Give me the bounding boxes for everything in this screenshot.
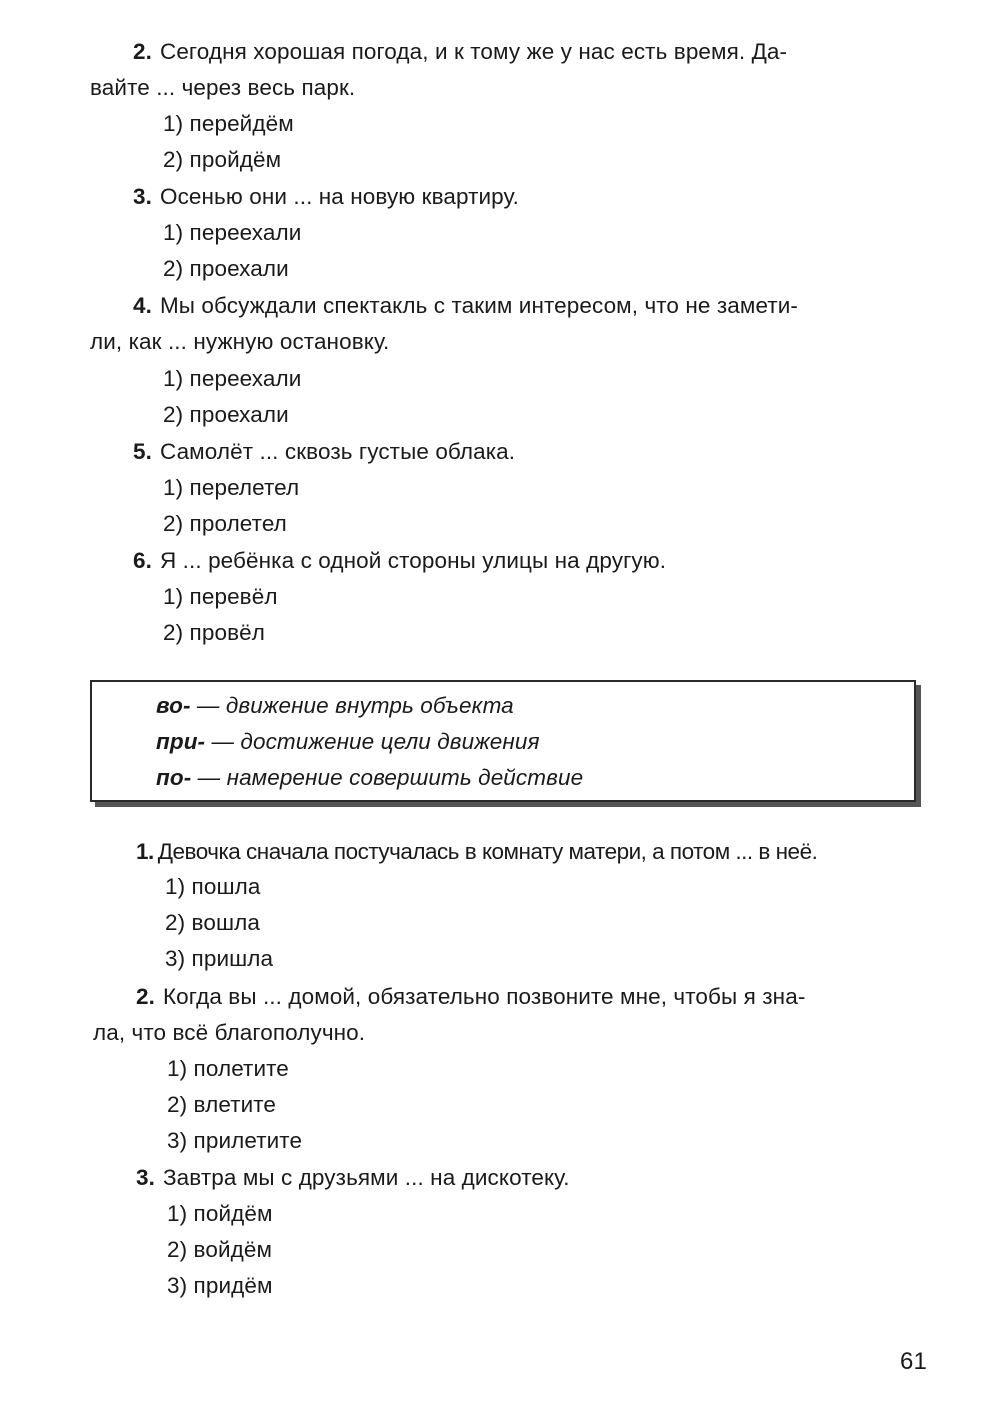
answer-option[interactable]: 2) влетите (167, 1092, 277, 1117)
answer-option[interactable]: 2) провёл (163, 620, 265, 645)
question-text: Девочка сначала постучалась в комнату матери, а потом ... в неё. (157, 839, 818, 864)
question-number: 1. (136, 839, 154, 864)
rule-text: — движение внутрь объекта (190, 693, 514, 718)
answer-option[interactable]: 1) пойдём (167, 1201, 273, 1226)
question-2b-line2: ла, что всё благополучно. (93, 1020, 366, 1045)
question-number: 5. (133, 439, 152, 464)
question-text: Самолёт ... сквозь густые облака. (159, 439, 516, 464)
answer-option[interactable]: 1) перейдём (163, 111, 294, 136)
answer-option[interactable]: 3) прилетите (167, 1128, 303, 1153)
question-text: Когда вы ... домой, обязательно позвоните мне, чтобы я зна- (162, 984, 806, 1009)
question-2-line1 (133, 38, 787, 66)
question-6 (133, 547, 666, 575)
question-number: 4. (133, 293, 152, 318)
answer-option[interactable]: 2) войдём (167, 1237, 273, 1262)
answer-option[interactable]: 3) пришла (165, 946, 274, 971)
question-number: 2. (136, 984, 155, 1009)
question-number: 3. (133, 184, 152, 209)
question-number: 6. (133, 548, 152, 573)
question-text: Завтра мы с друзьями ... на дискотеку. (162, 1165, 570, 1190)
rule-prefix: по- (156, 765, 192, 790)
question-number: 2. (133, 39, 152, 64)
rule-prefix: при- (156, 729, 206, 754)
rule-line-pri (156, 728, 540, 756)
question-text: Осенью они ... на новую квартиру. (159, 184, 519, 209)
rule-line-po (156, 764, 583, 792)
question-text: Я ... ребёнка с одной стороны улицы на другую. (159, 548, 667, 573)
question-text: Сегодня хорошая погода, и к тому же у нас есть время. Да- (159, 39, 788, 64)
rule-text: — достижение цели движения (205, 729, 540, 754)
rule-prefix: во- (156, 693, 191, 718)
page-number: 61 (900, 1348, 927, 1375)
answer-option[interactable]: 1) пошла (165, 874, 261, 899)
question-2-line2: вайте ... через весь парк. (90, 75, 356, 100)
answer-option[interactable]: 1) полетите (167, 1056, 289, 1081)
question-4-line2: ли, как ... нужную остановку. (90, 329, 390, 354)
rule-box (90, 680, 916, 802)
answer-option[interactable]: 1) переехали (163, 220, 302, 245)
answer-option[interactable]: 1) переехали (163, 366, 302, 391)
question-3 (133, 183, 519, 211)
answer-option[interactable]: 2) пролетел (163, 511, 287, 536)
question-number: 3. (136, 1165, 155, 1190)
question-2b-line1 (136, 983, 805, 1011)
question-1 (136, 838, 817, 866)
rule-line-vo (156, 692, 514, 720)
answer-option[interactable]: 1) перевёл (163, 584, 278, 609)
question-5 (133, 438, 515, 466)
question-text: Мы обсуждали спектакль с таким интересом, что не замети- (159, 293, 799, 318)
answer-option[interactable]: 3) придём (167, 1273, 273, 1298)
question-3b (136, 1164, 570, 1192)
answer-option[interactable]: 2) проехали (163, 402, 289, 427)
answer-option[interactable]: 2) проехали (163, 256, 289, 281)
rule-text: — намерение совершить действие (191, 765, 584, 790)
question-4-line1 (133, 292, 798, 320)
answer-option[interactable]: 2) пройдём (163, 147, 282, 172)
answer-option[interactable]: 1) перелетел (163, 475, 300, 500)
answer-option[interactable]: 2) вошла (165, 910, 260, 935)
